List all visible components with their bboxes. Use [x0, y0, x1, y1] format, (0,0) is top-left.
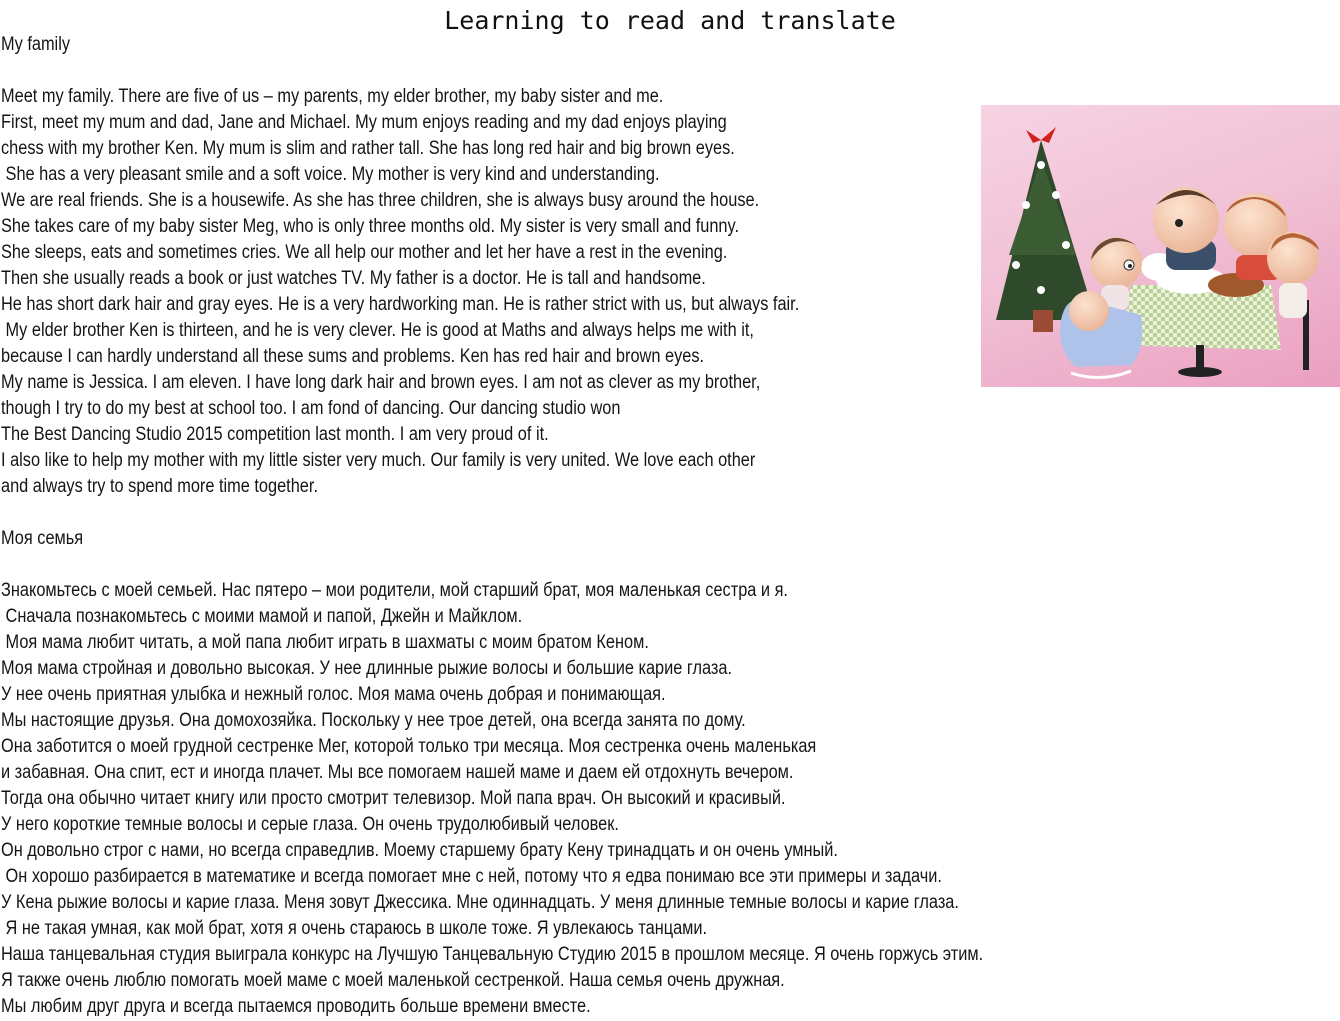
text-line: У Кена рыжие волосы и карие глаза. Меня зовут Джессика. Мне одиннадцать. У меня длинные темные волосы и карие глаза.: [1, 892, 959, 913]
text-line: because I can hardly understand all these sums and problems. Ken has red hair and brown eyes.: [1, 346, 705, 367]
text-line: У него короткие темные волосы и серые глаза. Он очень трудолюбивый человек.: [1, 814, 619, 835]
text-line: My name is Jessica. I am eleven. I have long dark hair and brown eyes. I am not as clever as my brother,: [1, 372, 761, 393]
text-line: She has a very pleasant smile and a soft voice. My mother is very kind and understanding.: [1, 164, 660, 185]
girl-figure: [1267, 232, 1319, 318]
text-line: Мы любим друг друга и всегда пытаемся проводить больше времени вместе.: [1, 996, 591, 1017]
text-line: She sleeps, eats and sometimes cries. We all help our mother and let her have a rest in the evening.: [1, 242, 728, 263]
text-line: Он хорошо разбирается в математике и всегда помогает мне с ней, потому что я едва понимаю все эти примеры и задачи.: [1, 866, 942, 887]
family-christmas-image: [981, 105, 1340, 387]
text-line: chess with my brother Ken. My mum is slim and rather tall. She has long red hair and big brown eyes.: [1, 138, 735, 159]
text-line: and always try to spend more time together.: [1, 476, 318, 497]
english-heading: My family: [1, 34, 71, 55]
text-line: Я также очень люблю помогать моей маме с моей маленькой сестренкой. Наша семья очень дружная.: [1, 970, 785, 991]
text-line: У нее очень приятная улыбка и нежный голос. Моя мама очень добрая и понимающая.: [1, 684, 666, 705]
text-line: Then she usually reads a book or just watches TV. My father is a doctor. He is tall and handsome.: [1, 268, 706, 289]
text-line: though I try to do my best at school too. I am fond of dancing. Our dancing studio won: [1, 398, 621, 419]
text-line: My elder brother Ken is thirteen, and he is very clever. He is good at Maths and always helps me with it,: [1, 320, 754, 341]
text-line: Он довольно строг с нами, но всегда справедлив. Моему старшему брату Кену тринадцать и он очень умный.: [1, 840, 838, 861]
text-line: The Best Dancing Studio 2015 competition last month. I am very proud of it.: [1, 424, 549, 445]
text-line: Тогда она обычно читает книгу или просто смотрит телевизор. Мой папа врач. Он высокий и красивый.: [1, 788, 786, 809]
text-line: Мы настоящие друзья. Она домохозяйка. Поскольку у нее трое детей, она всегда занята по дому.: [1, 710, 746, 731]
family-illustration: [981, 105, 1340, 387]
russian-heading: Моя семья: [1, 528, 84, 549]
text-line: He has short dark hair and gray eyes. He is a very hardworking man. He is rather strict with us, but always fair.: [1, 294, 800, 315]
text-line: Она заботится о моей грудной сестренке Мег, которой только три месяца. Моя сестренка очень маленькая: [1, 736, 817, 757]
text-line: Знакомьтесь с моей семьей. Нас пятеро – мои родители, мой старший брат, моя маленькая сестра и я.: [1, 580, 788, 601]
text-line: Моя мама стройная и довольно высокая. У нее длинные рыжие волосы и большие карие глаза.: [1, 658, 733, 679]
page-title: Learning to read and translate: [444, 6, 896, 35]
text-line: Meet my family. There are five of us – my parents, my elder brother, my baby sister and me.: [1, 86, 664, 107]
text-line: Моя мама любит читать, а мой папа любит играть в шахматы с моим братом Кеном.: [1, 632, 649, 653]
text-line: I also like to help my mother with my little sister very much. Our family is very united. We love each other: [1, 450, 756, 471]
text-line: We are real friends. She is a housewife. As she has three children, she is always busy around the house.: [1, 190, 760, 211]
text-line: First, meet my mum and dad, Jane and Michael. My mum enjoys reading and my dad enjoys playing: [1, 112, 727, 133]
text-line: She takes care of my baby sister Meg, who is only three months old. My sister is very small and funny.: [1, 216, 740, 237]
text-line: Я не такая умная, как мой брат, хотя я очень стараюсь в школе тоже. Я увлекаюсь танцами.: [1, 918, 708, 939]
text-line: и забавная. Она спит, ест и иногда плачет. Мы все помогаем нашей маме и даем ей отдохнуть вечером.: [1, 762, 794, 783]
text-line: Наша танцевальная студия выиграла конкурс на Лучшую Танцевальную Студию 2015 в прошлом месяце. Я очень горжусь этим.: [1, 944, 984, 965]
text-line: Сначала познакомьтесь с моими мамой и папой, Джейн и Майклом.: [1, 606, 523, 627]
